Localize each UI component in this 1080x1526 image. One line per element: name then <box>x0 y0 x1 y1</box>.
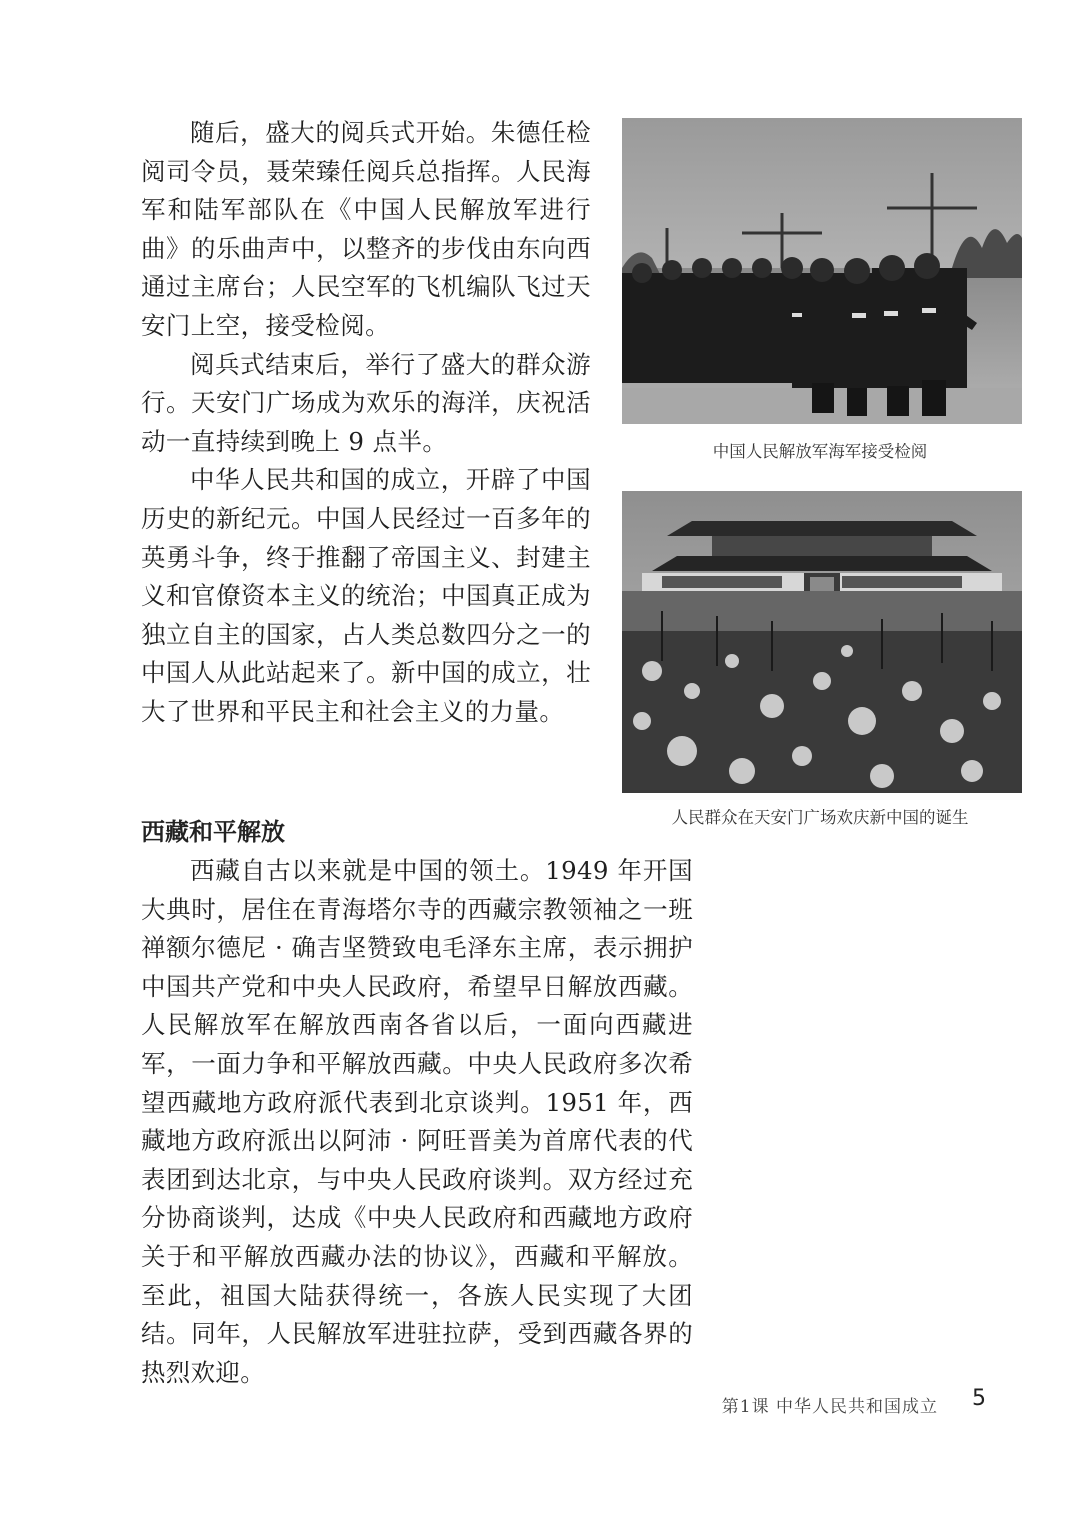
text-column-top <box>141 114 591 732</box>
paragraph-tibet: 西藏自古以来就是中国的领土。1949 年开国大典时，居住在青海塔尔寺的西藏宗教领袖之一班禅额尔德尼 · 确吉坚赞致电毛泽东主席，表示拥护中国共产党和中央人民政府，希望早日解放西藏。人民解放军在解放西南各省以后，一面向西藏进军，一面力争和平解放西藏。中央人民政府多次希望西藏地方政府派代表到北京谈判。1951 年，西藏地方政府派出以阿沛 · 阿旺晋美为首席代表的代表团到达北京，与中央人民政府谈判。双方经过充分协商谈判，达成《中央人民政府和西藏地方政府关于和平解放西藏办法的协议》，西藏和平解放。至此，祖国大陆获得统一，各族人民实现了大团结。同年，人民解放军进驻拉萨，受到西藏各界的热烈欢迎。 <box>141 856 693 1387</box>
photo-navy-parade <box>622 118 1022 424</box>
page-number: 5 <box>972 1386 986 1411</box>
paragraph-procession: 阅兵式结束后，举行了盛大的群众游行。天安门广场成为欢乐的海洋，庆祝活动一直持续到晚上 9 点半。 <box>141 349 591 456</box>
paragraph-new-era: 中华人民共和国的成立，开辟了中国历史的新纪元。中国人民经过一百多年的英勇斗争，终于推翻了帝国主义、封建主义和官僚资本主义的统治；中国真正成为独立自主的国家，占人类总数四分之一的中国人从此站起来了。新中国的成立，壮大了世界和平民主和社会主义的力量。 <box>141 465 591 726</box>
caption-tiananmen-crowd: 人民群众在天安门广场欢庆新中国的诞生 <box>671 808 969 827</box>
photo-tiananmen-crowd <box>622 491 1022 793</box>
section-title: 西藏和平解放 <box>141 818 285 846</box>
paragraph-parade: 随后，盛大的阅兵式开始。朱德任检阅司令员，聂荣臻任阅兵总指挥。人民海军和陆军部队在《中国人民解放军进行曲》的乐曲声中，以整齐的步伐由东向西通过主席台；人民空军的飞机编队飞过天安门上空，接受检阅。 <box>141 118 591 340</box>
caption-navy-parade: 中国人民解放军海军接受检阅 <box>712 442 928 461</box>
lesson-label: 第1课 中华人民共和国成立 <box>721 1397 938 1417</box>
text-column-tibet <box>141 852 693 1392</box>
